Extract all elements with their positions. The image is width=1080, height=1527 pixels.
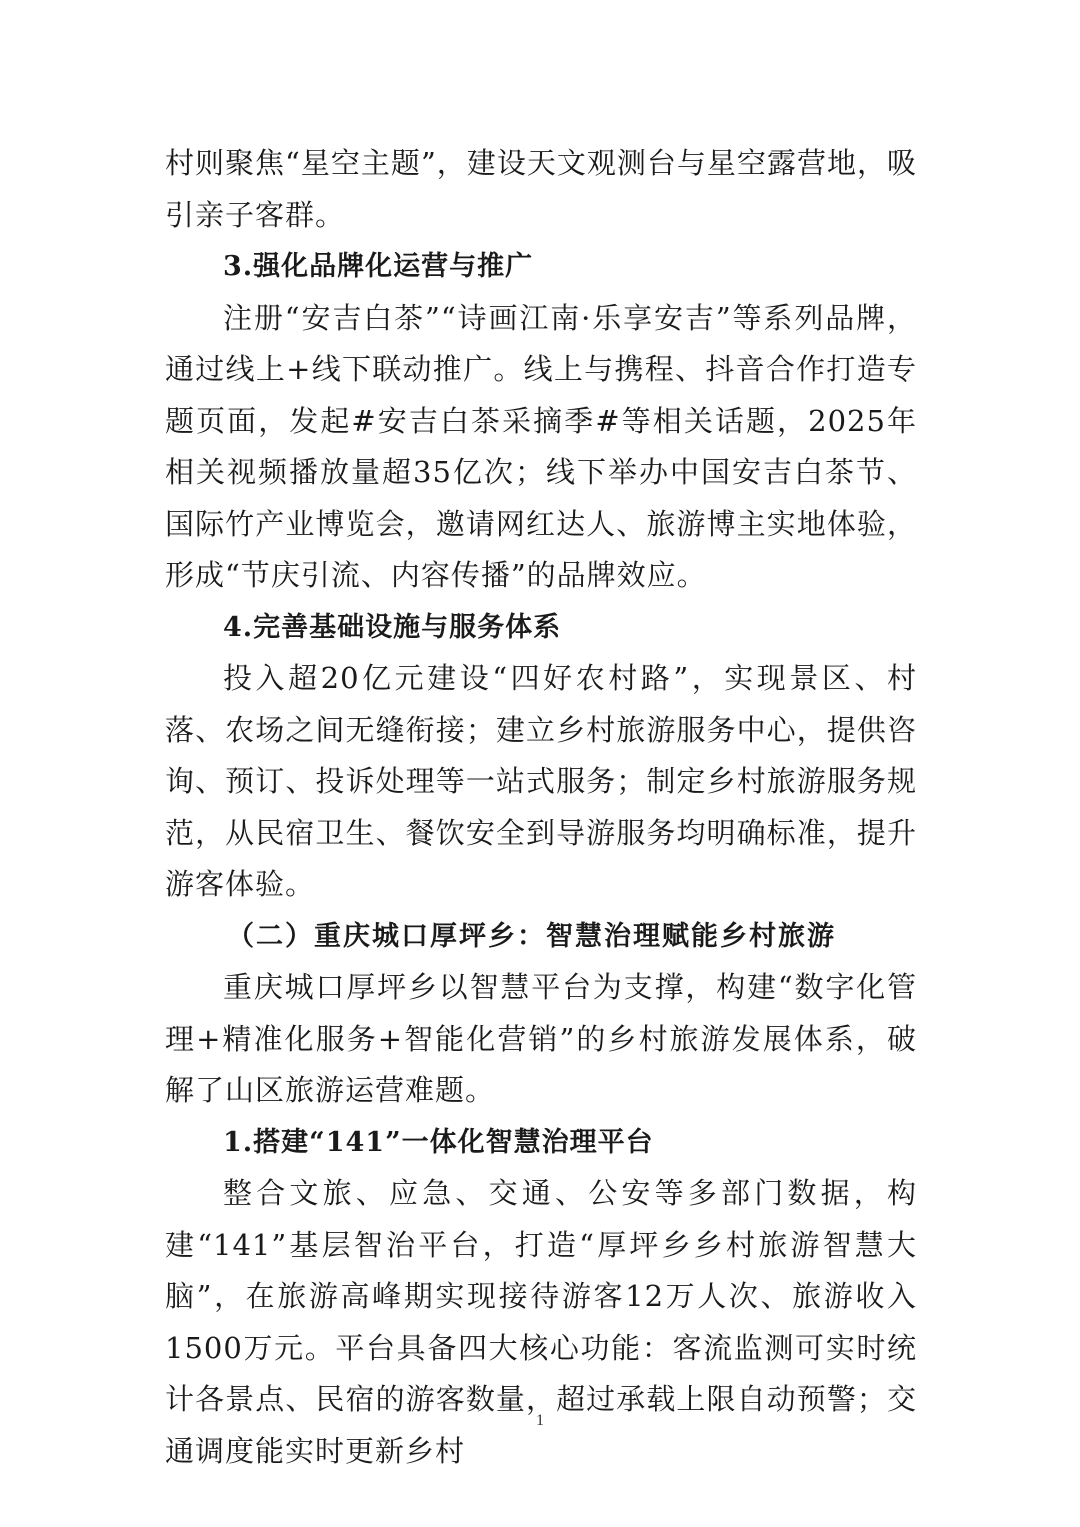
body-text [165, 138, 917, 1477]
subheading-platform: 1.搭建“141”一体化智慧治理平台 [223, 1126, 654, 1158]
paragraph-branding: 注册“安吉白茶”“诗画江南·乐享安吉”等系列品牌，通过线上+线下联动推广。线上与携程、抖音合作打造专题页面，发起#安吉白茶采摘季#等相关话题，2025年相关视频播放量超35亿次；线下举办中国安吉白茶节、国际竹产业博览会，邀请网红达人、旅游博主实地体验，形成“节庆引流、内容传播”的品牌效应。 [165, 300, 917, 592]
paragraph-infrastructure: 投入超20亿元建设“四好农村路”，实现景区、村落、农场之间无缝衔接；建立乡村旅游服务中心，提供咨询、预订、投诉处理等一站式服务；制定乡村旅游服务规范，从民宿卫生、餐饮安全到导游服务均明确标准，提升游客体验。 [165, 661, 917, 901]
paragraph-continued: 村则聚焦“星空主题”，建设天文观测台与星空露营地，吸引亲子客群。 [165, 146, 917, 232]
page-number: 1 [536, 1412, 544, 1429]
paragraph-chongqing-intro: 重庆城口厚坪乡以智慧平台为支撑，构建“数字化管理+精准化服务+智能化营销”的乡村旅游发展体系，破解了山区旅游运营难题。 [165, 970, 917, 1107]
paragraph-platform: 整合文旅、应急、交通、公安等多部门数据，构建“141”基层智治平台，打造“厚坪乡乡村旅游智慧大脑”，在旅游高峰期实现接待游客12万人次、旅游收入1500万元。平台具备四大核心功能：客流监测可实时统计各景点、民宿的游客数量，超过承载上限自动预警；交通调度能实时更新乡村 [165, 1176, 917, 1468]
subheading-branding: 3.强化品牌化运营与推广 [223, 251, 534, 282]
section-heading-chongqing: （二）重庆城口厚坪乡：智慧治理赋能乡村旅游 [227, 920, 836, 952]
subheading-infrastructure: 4.完善基础设施与服务体系 [223, 611, 562, 643]
